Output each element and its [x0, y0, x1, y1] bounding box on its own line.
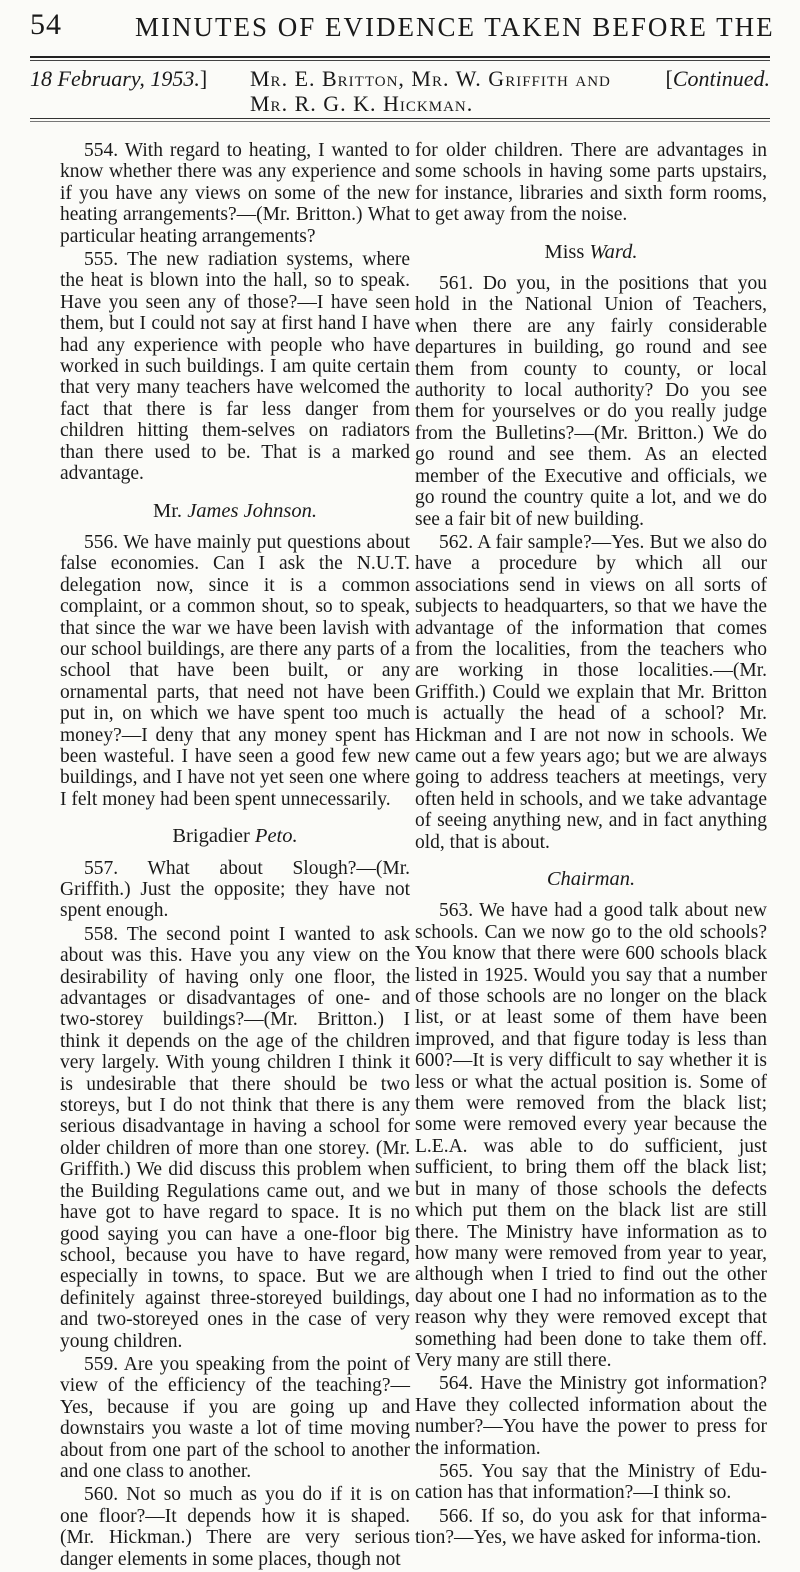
witness-names: [250, 66, 660, 116]
question-556: 556. We have mainly put questions about false economies. Can I ask the N.U.T. delegation now, since it is a common complaint, or a common shout, so to speak, that since the war we have been lavish with our school buildings, are there any parts of a school that have been built, or any ornamental parts, that need not have been put in, on which we have spent too much money?—I deny that any money spent has been wasteful. I have seen a good few new buildings, and I have not yet seen one where I felt money had been spent unnecessarily.: [60, 531, 410, 810]
session-date: 18 February, 1953.]: [30, 66, 208, 91]
question-562: 562. A fair sample?—Yes. But we also do have a procedure by which all our associations send in views on all sorts of subjects to headquarters, so that we have the advantage of the information that comes from the localities, from the teachers who are working in those localities.—(Mr. Griffith.) Could we explain that Mr. Britton is actually the head of a school? Mr. Hickman and I are not now in schools. We came out a few years ago; but we are always going to address teachers at meetings, very often held in schools, and we take advantage of seeing anything new, and in fact anything old, that is about.: [415, 531, 767, 853]
left-column: [60, 140, 410, 1572]
question-565: 565. You say that the Ministry of Edu-cation has that information?—I think so.: [415, 1460, 767, 1504]
witness-line: Mr. R. G. K. Hickman.: [250, 91, 474, 116]
running-head: [30, 8, 775, 56]
question-558: 558. The second point I wanted to ask about was this. Have you any view on the desirability of having only one floor, the advantages or disadvantages of one- and two-storey buildings?—(Mr. Britton.) I think it depends on the age of the children very largely. With young children I think it is undesirable that there should be two storeys, but I do not think that there is any serious disadvantage in having a school for older children of more than one storey. (Mr. Griffith.) We did discuss this problem when the Building Regulations came out, and we have got to have regard to space. It is no good saying you can have a one-floor big school, because you have to have regard, especially in towns, to space. But we are definitely against three-storeyed buildings, and two-storeyed ones in the case of very young children.: [60, 923, 410, 1352]
question-560-continued: for older children. There are advantages in some schools in having some parts upstairs, for instance, libraries and sixth form rooms, to get away from the noise.: [415, 140, 767, 226]
continued-label: [Continued.: [665, 66, 770, 91]
witness-line: Mr. E. Britton, Mr. W. Griffith and: [250, 66, 611, 91]
section-rule-thin: [30, 121, 770, 122]
speaker-heading: Miss Ward.: [544, 240, 638, 263]
question-561: 561. Do you, in the positions that you hold in the National Union of Teachers, when there are any fairly considerable departures in building, go round and see them from county to county, or local authority to local authority? Do you see them for yourselves or do you really judge from the Bulletins?—(Mr. Britton.) We do go round and see them. As an elected member of the Executive and officials, we go round the country quite a lot, and we do see a fair bit of new building.: [415, 273, 767, 530]
running-title: MINUTES OF EVIDENCE TAKEN BEFORE THE: [135, 12, 775, 42]
question-554: 554. With regard to heating, I wanted to know whether there was any experience and if you have any views on some of the new heating arrangements?—(Mr. Britton.) What particular heating arrangements?: [60, 140, 410, 247]
page-number: 54: [30, 8, 62, 41]
speaker-heading: Brigadier Peto.: [172, 825, 298, 848]
right-column: [415, 140, 767, 1551]
question-555: 555. The new radiation systems, where the heat is blown into the hall, so to speak. Have you seen any of those?—I have seen them, but I could not say at first hand I have had any experience with people who have worked in such buildings. I am quite certain that very many teachers have welcomed the fact that there is far less danger from children hitting them-selves on radiators than there used to be. That is a marked advantage.: [60, 249, 410, 485]
section-rule: [30, 118, 770, 119]
question-564: 564. Have the Ministry got information? Have they collected information about the number?—You have the power to press for the information.: [415, 1373, 767, 1459]
header-rule: [30, 56, 770, 58]
question-560: 560. Not so much as you do if it is on one floor?—It depends how it is shaped. (Mr. Hickman.) There are very serious danger elements in some places, though not: [60, 1484, 410, 1570]
question-559: 559. Are you speaking from the point of view of the efficiency of the teaching?—Yes, because if you are going up and downstairs you waste a lot of time moving about from one part of the school to another and one class to another.: [60, 1353, 410, 1482]
speaker-heading: Mr. James Johnson.: [153, 499, 317, 522]
speaker-heading: Chairman.: [546, 868, 636, 890]
question-557: 557. What about Slough?—(Mr. Griffith.) Just the opposite; they have not spent enough.: [60, 857, 410, 922]
question-566: 566. If so, do you ask for that informa-tion?—Yes, we have asked for informa-tion.: [415, 1505, 767, 1549]
session-heading: [30, 66, 770, 114]
header-rule-thin: [30, 60, 770, 61]
question-563: 563. We have had a good talk about new schools. Can we now go to the old schools? You know that there were 600 schools black listed in 1925. Would you say that a number of those schools are no longer on the black list, or at least some of them have been improved, and that figure today is less than 600?—It is very difficult to say whether it is less or what the actual position is. Some of them were removed from the black list; some were removed every year because the L.E.A. was able to do sufficient, just sufficient, to bring them off the black list; but in many of those schools the defects which put them on the black list are still there. The Ministry have information as to how many were removed from year to year, although when I tried to find out the other day about one I had no information as to the reason why they were removed except that something had been done to take them off. Very many are still there.: [415, 900, 767, 1371]
